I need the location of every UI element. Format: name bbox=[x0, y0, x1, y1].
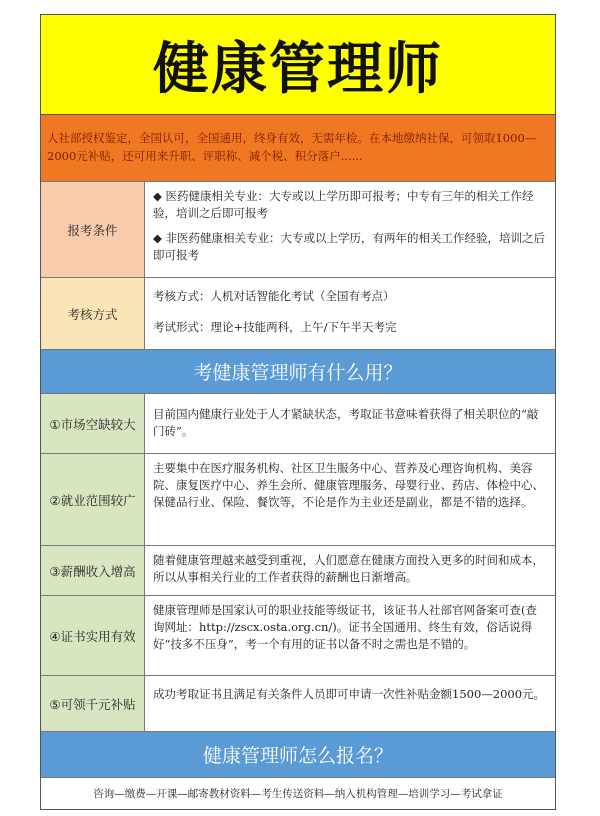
section-register-title: 健康管理师怎么报名？ bbox=[41, 731, 555, 777]
benefit-label: ①市场空缺较大 bbox=[41, 394, 145, 453]
exam-conditions-label: 报考条件 bbox=[41, 182, 145, 277]
benefit-row bbox=[41, 393, 555, 453]
benefit-label: ③薪酬收入增高 bbox=[41, 546, 145, 595]
benefit-label: ②就业范围较广 bbox=[41, 454, 145, 545]
benefit-label: ④证书实用有效 bbox=[41, 596, 145, 675]
benefit-row bbox=[41, 675, 555, 731]
exam-method-content bbox=[145, 278, 555, 349]
exam-method-row bbox=[41, 277, 555, 349]
exam-conditions-row bbox=[41, 181, 555, 277]
condition-non-medical: ◆ 非医药健康相关专业：大专或以上学历，有两年的相关工作经验，培训之后即可报考 bbox=[153, 231, 545, 262]
benefit-text: 成功考取证书且满足有关条件人员即可申请一次性补贴金额1500—2000元。 bbox=[153, 687, 546, 701]
benefit-text: 主要集中在医疗服务机构、社区卫生服务中心、营养及心理咨询机构、美容院、康复医疗中心、养生会所、健康管理服务、母婴行业、药店、体检中心、保健品行业、保险、餐饮等，不论是作为主业还是副业，都是不错的选择。 bbox=[153, 461, 544, 509]
benefit-text: 随着健康管理越来越受到重视，人们愿意在健康方面投入更多的时间和成本，所以从事相关行业的工作者获得的薪酬也日渐增高。 bbox=[153, 553, 544, 584]
benefit-text: 健康管理师是国家认可的职业技能等级证书，该证书人社部官网备案可查(查询网址：http://zscx.osta.org.cn/)。证书全国通用、终生有效，俗话说得好“技多不压身”，考一个有用的证书以备不时之需也是不错的。 bbox=[153, 603, 537, 651]
exam-method-label: 考核方式 bbox=[41, 278, 145, 349]
benefit-row bbox=[41, 595, 555, 675]
registration-process: 咨询—缴费—开课—邮寄教材资料—考生传送资料—纳入机构管理—培训学习—考试拿证 bbox=[41, 777, 555, 809]
benefit-row bbox=[41, 453, 555, 545]
poster bbox=[40, 14, 556, 810]
benefit-text: 目前国内健康行业处于人才紧缺状态，考取证书意味着获得了相关职位的“敲门砖”。 bbox=[153, 407, 539, 438]
section-use-title: 考健康管理师有什么用？ bbox=[41, 349, 555, 393]
condition-medical: ◆ 医药健康相关专业：大专或以上学历即可报考；中专有三年的相关工作经验，培训之后即可报考 bbox=[153, 189, 534, 220]
exam-method-line1: 考核方式：人机对话智能化考试（全国有考点） bbox=[153, 289, 395, 303]
title-banner bbox=[41, 15, 555, 115]
intro-text: 人社部授权鉴定，全国认可，全国通用，终身有效，无需年检。在本地缴纳社保，可领取1000—2000元补贴，还可用来升职、评职称、减个税、积分落户...... bbox=[41, 115, 555, 181]
exam-conditions-content bbox=[145, 182, 555, 277]
exam-method-line2: 考试形式：理论+技能两科，上午/下午半天考完 bbox=[153, 320, 397, 334]
benefit-row bbox=[41, 545, 555, 595]
benefit-label: ⑤可领千元补贴 bbox=[41, 676, 145, 731]
page-title: 健康管理师 bbox=[153, 36, 443, 102]
